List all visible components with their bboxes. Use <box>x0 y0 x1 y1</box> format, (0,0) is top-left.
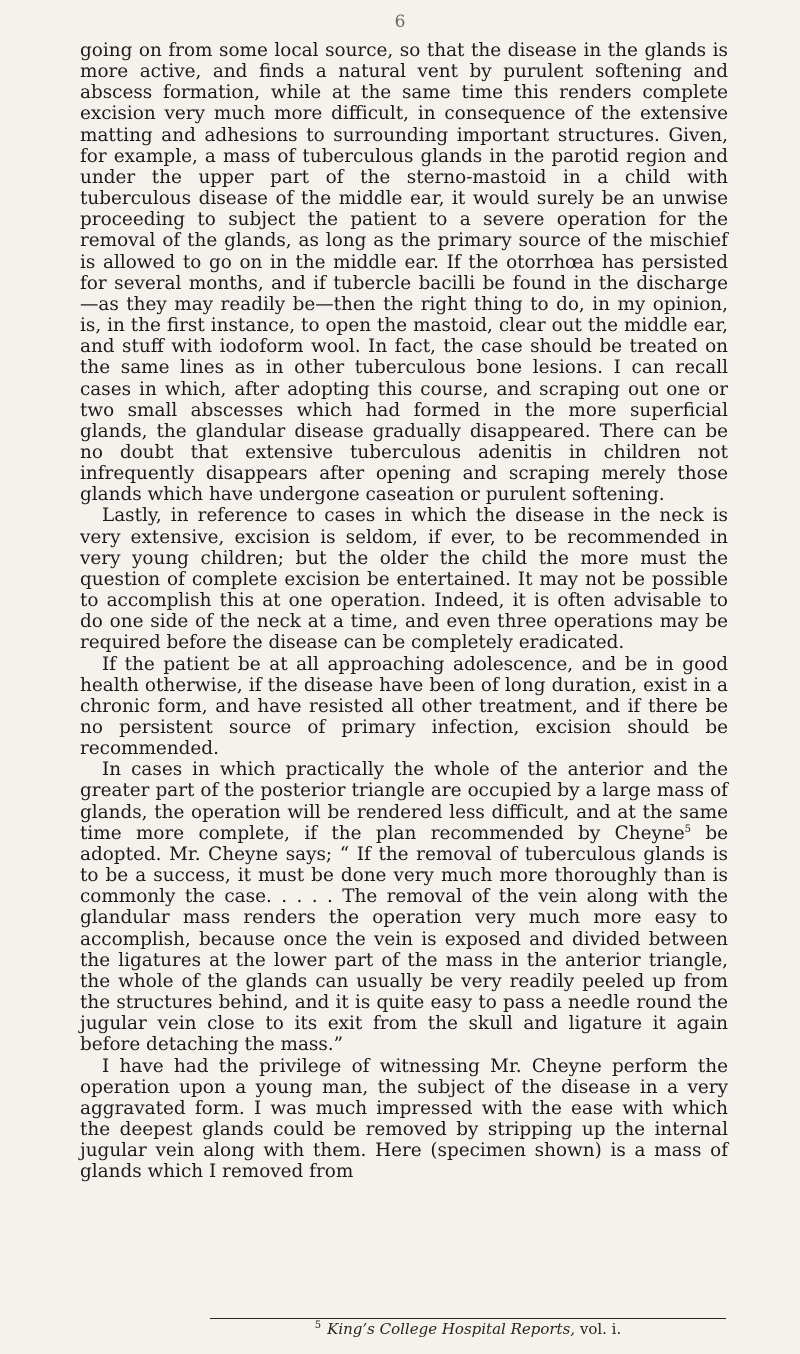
paragraph-1: going on from some local source, so that the disease in the glands is more active, and finds a natural vent by purulent softening and abscess formation, while at the same time this renders complete excision very much more difficult, in consequence of the extensive matting and adhesions to surrounding important structures. Given, for example, a mass of tuberculous glands in the parotid region and under the upper part of the sterno-mastoid in a child with tuberculous disease of the middle ear, it would surely be an unwise proceeding to subject the patient to a severe operation for the removal of the glands, as long as the primary source of the mischief is allowed to go on in the middle ear. If the otorrhœa has persisted for several months, and if tubercle bacilli be found in the discharge—as they may readily be—then the right thing to do, in my opinion, is, in the first instance, to open the mastoid, clear out the middle ear, and stuff with iodoform wool. In fact, the case should be treated on the same lines as in other tuberculous bone lesions. I can recall cases in which, after adopting this course, and scraping out one or two small abscesses which had formed in the more superficial glands, the glandular disease gradually disappeared. There can be no doubt that extensive tuberculous adenitis in children not infrequently disappears after opening and scraping merely those glands which have undergone caseation or purulent softening. <box>80 40 728 506</box>
footnote <box>210 1320 726 1338</box>
footnote-rule <box>210 1318 726 1319</box>
footnote-reference: 5 <box>684 823 691 835</box>
footnote-source: King’s College Hospital Reports, <box>327 1320 576 1338</box>
paragraph-2: Lastly, in reference to cases in which the disease in the neck is very extensive, excision is seldom, if ever, to be recommended in very young children; but the older the child the more must the question of complete excision be entertained. It may not be possible to accomplish this at one operation. Indeed, it is often advisable to do one side of the neck at a time, and even three operations may be required before the disease can be completely eradicated. <box>80 505 728 654</box>
footnote-mark: 5 <box>314 1320 322 1331</box>
paragraph-4 <box>80 759 728 1055</box>
footnote-volume: vol. i. <box>579 1320 622 1338</box>
paragraph-4-text-a: In cases in which practically the whole of the anterior and the greater part of the posterior triangle are occupied by a large mass of glands, the operation will be rendered less difficult, and at the same time more complete, if the plan recommended by Cheyne <box>80 759 728 844</box>
page-number: 6 <box>394 12 406 32</box>
paragraph-5: I have had the privilege of witnessing Mr. Cheyne perform the operation upon a young man, the subject of the disease in a very aggravated form. I was much impressed with the ease with which the deepest glands could be removed by stripping up the internal jugular vein along with them. Here (specimen shown) is a mass of glands which I removed from <box>80 1055 728 1183</box>
paragraph-4-text-b: be adopted. Mr. Cheyne says; “ If the removal of tuberculous glands is to be a success, it must be done very much more thoroughly than is commonly the case. . . . . The removal of the vein along with the glandular mass renders the operation very much more easy to accomplish, because once the vein is exposed and divided between the ligatures at the lower part of the mass in the anterior triangle, the whole of the glands can usually be very readily peeled up from the structures behind, and it is quite easy to pass a needle round the jugular vein close to its exit from the skull and ligature it again before detaching the mass.” <box>80 822 728 1056</box>
body-text <box>80 40 728 1182</box>
paragraph-3: If the patient be at all approaching adolescence, and be in good health otherwise, if the disease have been of long duration, exist in a chronic form, and have resisted all other treatment, and if there be no persistent source of primary infection, excision should be recommended. <box>80 653 728 760</box>
